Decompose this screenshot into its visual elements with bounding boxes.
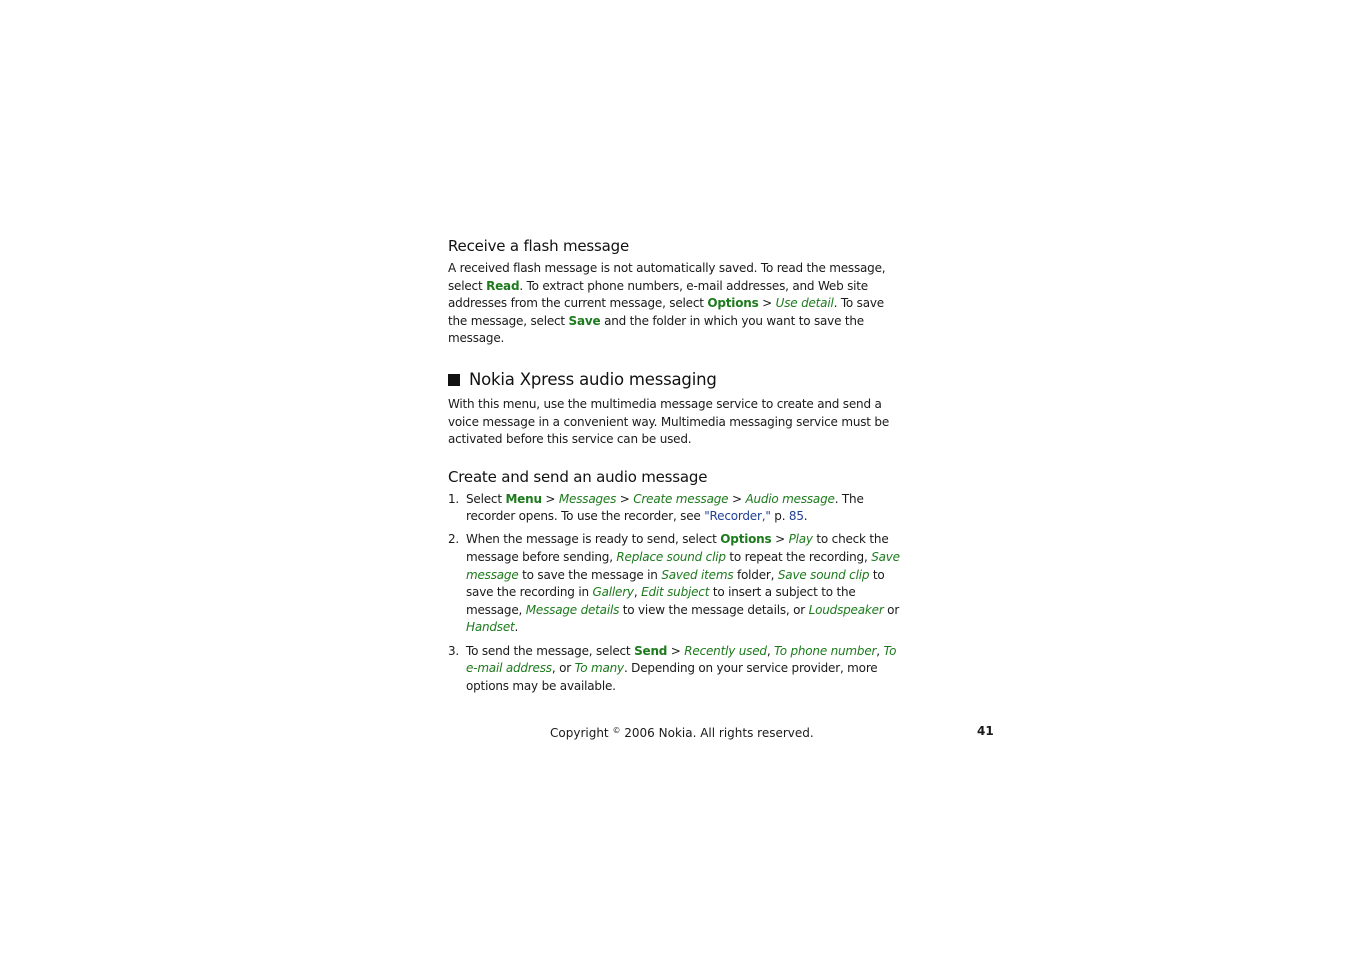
separator: > [667,643,685,658]
section-title: Nokia Xpress audio messaging [469,369,717,389]
text-run: , or [551,661,575,676]
copyright-symbol: © [612,726,621,735]
gallery-option: Gallery [592,585,634,600]
copyright-footer [550,722,814,742]
text-run: . Depending on your service provider, more options may be available. [466,661,878,693]
text-run: . [803,509,808,524]
text-run: When the message is ready to send, select [466,532,721,547]
text-run: to save the recording in [466,567,885,600]
xpress-section-heading [448,369,906,391]
text-run: to repeat the recording, [725,550,872,565]
text-run: to insert a subject to the message, [466,585,856,617]
step-number: 2. [448,532,460,547]
replace-sound-clip-option: Replace sound clip [616,550,726,565]
text-run: . The recorder opens. To use the recorder, see [466,491,864,524]
loudspeaker-option: Loudspeaker [808,602,884,617]
text-run: to check the message before sending, [466,532,889,565]
menu-command: Menu [505,491,542,506]
to-phone-number-option: To phone number [774,643,877,658]
to-many-option: To many [574,661,624,676]
step-number: 1. [448,491,460,506]
step-number: 3. [448,643,460,658]
save-command: Save [568,313,601,328]
create-message-option: Create message [633,491,729,506]
separator: > [728,491,746,506]
list-item [448,491,906,526]
read-command: Read [486,278,520,293]
text-run: to view the message details, or [619,602,809,617]
save-message-option: Save message [466,550,900,582]
separator: > [541,491,559,506]
saved-items-option: Saved items [661,567,734,582]
text-run: To send the message, select [466,643,635,658]
options-command: Options [720,532,772,547]
separator: > [616,491,634,506]
save-sound-clip-option: Save sound clip [777,567,870,582]
text-run: or [883,602,900,617]
messages-option: Messages [558,491,617,506]
play-option: Play [788,532,813,547]
list-item [448,643,906,696]
text-run: . [514,620,519,635]
text-run: Select [466,491,506,506]
text-run: A received flash message is not automatically saved. To read the message, select [448,261,886,293]
recently-used-option: Recently used [684,643,767,658]
to-email-address-option: To e-mail address [466,643,897,676]
text-run: . To extract phone numbers, e-mail addresses, and Web site addresses from the current message, select [448,278,868,311]
separator: > [771,532,789,547]
text-run: to save the message in [518,567,662,582]
steps-list [448,491,906,696]
separator: , [876,643,884,658]
xpress-paragraph: With this menu, use the multimedia message service to create and send a voice message in a convenient way. Multimedia messaging service must be activated before this service can be used. [448,396,890,447]
flash-message-paragraph [448,260,906,348]
text-run: 2006 Nokia. All rights reserved. [620,726,814,740]
text-run: and the folder in which you want to save the message. [448,313,864,346]
recorder-link[interactable]: "Recorder," [704,509,771,524]
page-number: 41 [977,724,994,738]
use-detail-option: Use detail [775,296,834,311]
flash-message-heading: Receive a flash message [448,237,629,255]
create-send-heading: Create and send an audio message [448,467,708,486]
separator: > [758,296,776,311]
message-details-option: Message details [525,602,620,617]
text-run: Copyright [550,726,613,740]
send-command: Send [634,643,668,658]
separator: , [766,643,775,658]
audio-message-option: Audio message [745,491,835,506]
text-run: p. [770,509,789,524]
text-run: folder, [733,567,778,582]
page-content [448,236,906,701]
square-bullet-icon [448,374,460,386]
options-command: Options [707,296,759,311]
edit-subject-option: Edit subject [641,585,710,600]
page-link[interactable]: 85 [788,509,804,524]
separator: , [633,585,642,600]
text-run: . To save the message, select [448,296,884,328]
handset-option: Handset [466,620,515,635]
list-item [448,531,906,637]
